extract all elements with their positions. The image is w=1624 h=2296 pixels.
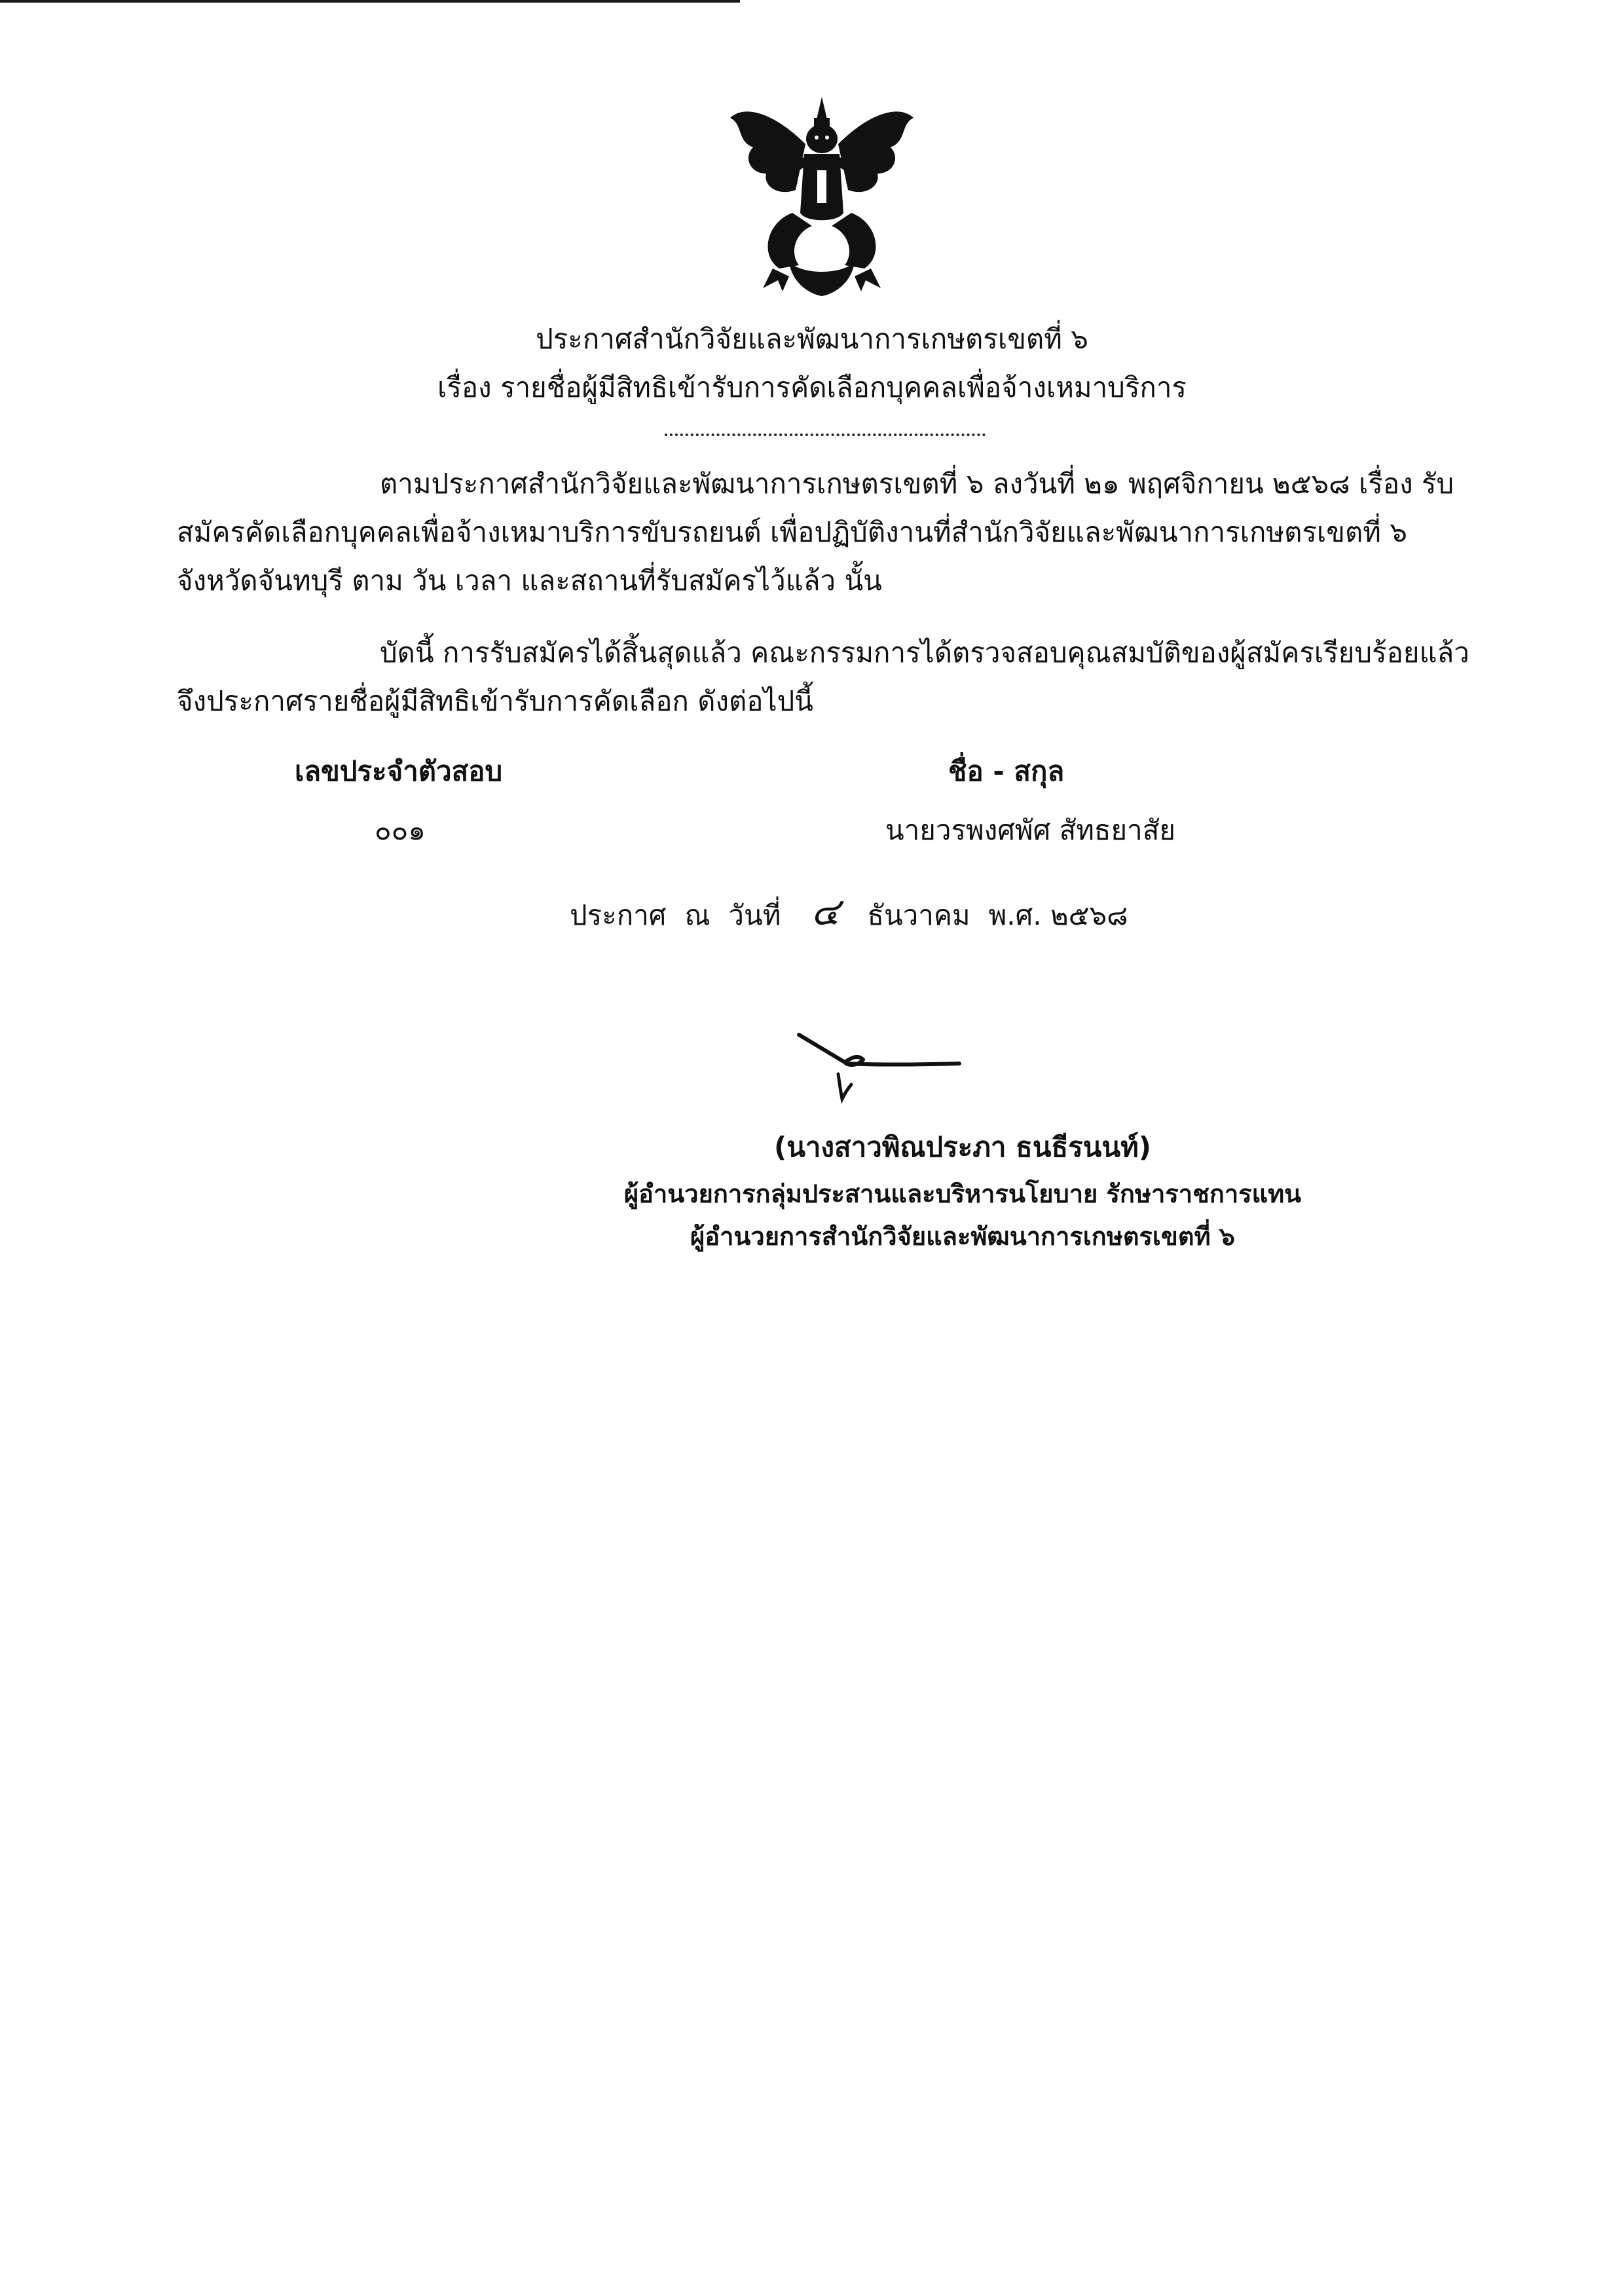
signatory-name: (นางสาวพิณประภา ธนธีรนนท์) — [774, 1131, 1151, 1163]
handwritten-signature — [786, 1022, 982, 1107]
body-paragraph-2: บัดนี้ การรับสมัครได้สิ้นสุดแล้ว คณะกรรมการได้ตรวจสอบคุณสมบัติของผู้สมัครเรียบร้อยแล้ว จึงประกาศรายชื่อผู้มีสิทธิเข้ารับการคัดเลือก ดังต่อไปนี้ — [177, 637, 1469, 717]
date-day-label: วันที่ — [728, 899, 781, 931]
table-cell-name: นายวรพงศพัศ สัทธยาสัย — [885, 814, 1175, 846]
announcement-date — [570, 889, 1147, 935]
date-prefix: ประกาศ — [570, 899, 667, 931]
column-header-exam-id: เลขประจำตัวสอบ — [295, 755, 503, 787]
date-month: ธันวาคม — [867, 899, 970, 931]
scan-edge-mark — [0, 0, 740, 3]
date-year: พ.ศ. ๒๕๖๘ — [988, 899, 1128, 931]
dotted-divider — [665, 434, 986, 436]
body-paragraph-1: ตามประกาศสำนักวิจัยและพัฒนาการเกษตรเขตที่ ๖ ลงวันที่ ๒๑ พฤศจิกายน ๒๕๖๘ เรื่อง รับสมัครคัดเลือกบุคคลเพื่อจ้างเหมาบริการขับรถยนต์ เพื่อปฏิบัติงานที่สำนักวิจัยและพัฒนาการเกษตรเขตที่ ๖ จังหวัดจันทบุรี ตาม วัน เวลา และสถานที่รับสมัครไว้แล้ว นั้น — [177, 468, 1454, 597]
signatory-position-1: ผู้อำนวยการกลุ่มประสานและบริหารนโยบาย รักษาราชการแทน — [623, 1179, 1302, 1208]
document-title: ประกาศสำนักวิจัยและพัฒนาการเกษตรเขตที่ ๖ — [536, 323, 1088, 355]
date-at: ณ — [684, 899, 710, 931]
signatory-position-2: ผู้อำนวยการสำนักวิจัยและพัฒนาการเกษตรเขตที่ ๖ — [690, 1222, 1235, 1251]
table-cell-exam-id: ๐๐๑ — [375, 814, 426, 846]
date-day-handwritten: ๔ — [811, 889, 840, 934]
document-subject: เรื่อง รายชื่อผู้มีสิทธิเข้ารับการคัดเลือกบุคคลเพื่อจ้างเหมาบริการ — [437, 371, 1187, 403]
column-header-name: ชื่อ - สกุล — [948, 755, 1065, 787]
garuda-emblem — [727, 92, 917, 301]
